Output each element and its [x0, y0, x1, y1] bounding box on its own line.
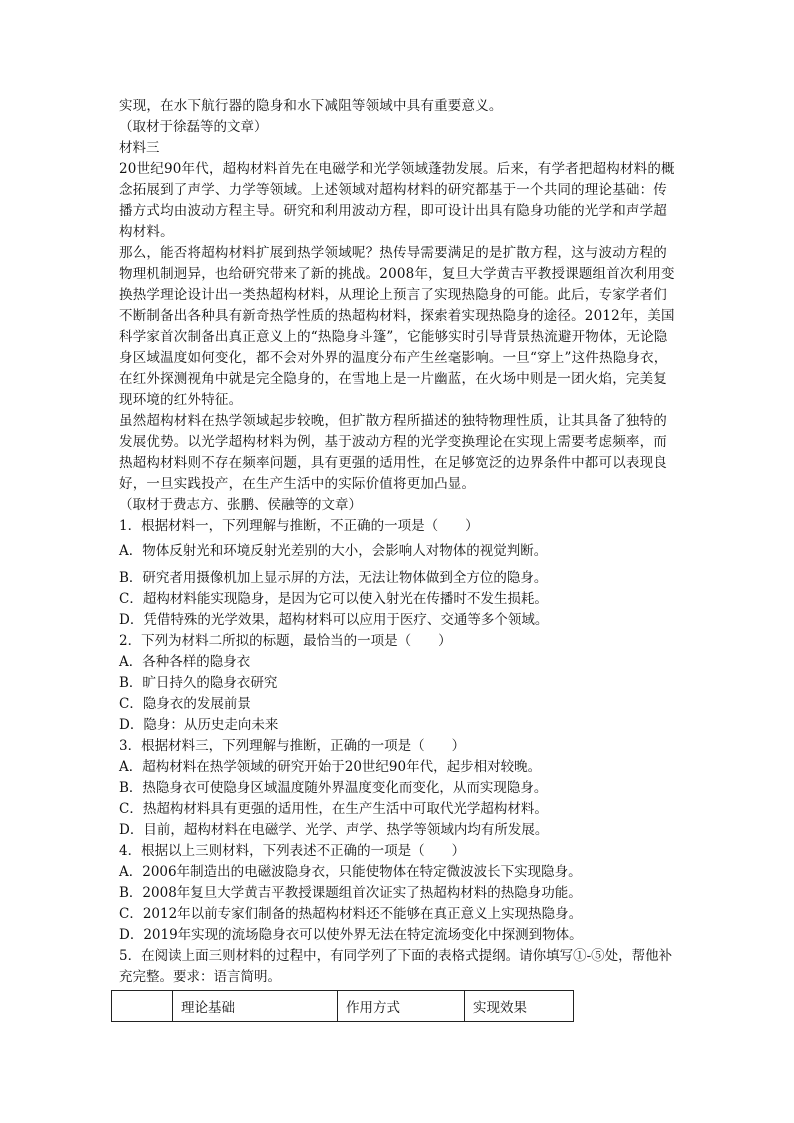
question-2	[119, 631, 679, 736]
table-header-row	[112, 991, 574, 1022]
table-cell	[112, 991, 173, 1022]
option: D．2019年实现的流场隐身衣可以使外界无法在特定流场变化中探测到物体。	[119, 927, 583, 943]
question-5-stem: 5．在阅读上面三则材料的过程中，有同学列了下面的表格式提纲。请你填写①-⑤处，帮他补充完整。要求：语言简明。	[119, 948, 673, 985]
option: D．凭借特殊的光学效果，超构材料可以应用于医疗、交通等多个领域。	[119, 612, 549, 628]
option: B．2008年复旦大学黄吉平教授课题组首次证实了热超构材料的热隐身功能。	[119, 885, 582, 901]
table-cell: 作用方式	[338, 991, 465, 1022]
option: A．超构材料在热学领域的研究开始于20世纪90年代，起步相对较晚。	[119, 759, 542, 775]
option: A．2006年制造出的电磁波隐身衣，只能使物体在特定微波波长下实现隐身。	[119, 864, 582, 880]
question-stem: 2．下列为材料二所拟的标题，最恰当的一项是（ ）	[119, 633, 452, 649]
option: B．旷日持久的隐身衣研究	[119, 675, 278, 691]
question-stem: 3．根据材料三，下列理解与推断，正确的一项是（ ）	[119, 738, 466, 754]
paragraph: 20世纪90年代，超构材料首先在电磁学和光学领域蓬勃发展。后来，有学者把超构材料的概念拓展到了声学、力学等领域。上述领域对超构材料的研究都基于一个共同的理论基础：传播方式均由波动方程主导。研究和利用波动方程，即可设计出具有隐身功能的光学和声学超构材料。	[119, 161, 675, 240]
paragraph: 虽然超构材料在热学领域起步较晚，但扩散方程所描述的独特物理性质，让其具备了独特的发展优势。以光学超构材料为例，基于波动方程的光学变换理论在实现上需要考虑频率，而热超构材料则不存在频率问题，具有更强的适用性，在足够宽泛的边界条件中都可以表现良好，一旦实践投产，在生产生活中的实际价值将更加凸显。	[119, 413, 667, 492]
source-note: （取材于费志方、张鹏、侯融等的文章）	[119, 497, 362, 513]
table-cell: 理论基础	[173, 991, 338, 1022]
source-note: （取材于徐磊等的文章）	[119, 119, 268, 135]
option: A．各种各样的隐身衣	[119, 654, 251, 670]
option: C．隐身衣的发展前景	[119, 696, 251, 712]
option: D．目前，超构材料在电磁学、光学、声学、热学等领域内均有所发展。	[119, 822, 549, 838]
option: B．研究者用摄像机加上显示屏的方法，无法让物体做到全方位的隐身。	[119, 570, 548, 586]
table-cell: 实现效果	[465, 991, 574, 1022]
question-stem: 4．根据以上三则材料，下列表述不正确的一项是（ ）	[119, 843, 466, 859]
option: B．热隐身衣可使隐身区域温度随外界温度变化而变化，从而实现隐身。	[119, 780, 548, 796]
question-3	[119, 736, 679, 841]
section-heading: 材料三	[119, 140, 160, 156]
outline-table	[111, 990, 574, 1022]
question-stem: 1．根据材料一，下列理解与推断，不正确的一项是（ ）	[119, 518, 479, 534]
question-4	[119, 841, 679, 946]
document-page	[119, 96, 679, 1022]
option: C．2012年以前专家们制备的热超构材料还不能够在真正意义上实现热隐身。	[119, 906, 583, 922]
paragraph: 实现，在水下航行器的隐身和水下减阻等领域中具有重要意义。	[119, 98, 503, 114]
option: C．超构材料能实现隐身，是因为它可以使入射光在传播时不发生损耗。	[119, 591, 548, 607]
option: A．物体反射光和环境反射光差别的大小，会影响人对物体的视觉判断。	[119, 543, 548, 559]
option: C．热超构材料具有更强的适用性，在生产生活中可取代光学超构材料。	[119, 801, 548, 817]
option: D．隐身：从历史走向未来	[119, 717, 279, 733]
paragraph: 那么，能否将超构材料扩展到热学领域呢？热传导需要满足的是扩散方程，这与波动方程的物理机制迥异，也给研究带来了新的挑战。2008年，复旦大学黄吉平教授课题组首次利用变换热学理论设计出一类热超构材料，从理论上预言了实现热隐身的可能。此后，专家学者们不断制备出各种具有新奇热学性质的热超构材料，探索着实现热隐身的途径。2012年，美国科学家首次制备出真正意义上的“热隐身斗篷”，它能够实时引导背景热流避开物体，无论隐身区域温度如何变化，都不会对外界的温度分布产生丝毫影响。一旦“穿上”这件热隐身衣，在红外探测视角中就是完全隐身的，在雪地上是一片幽蓝，在火场中则是一团火焰，完美复现环境的红外特征。	[119, 245, 675, 408]
question-1	[119, 516, 679, 631]
